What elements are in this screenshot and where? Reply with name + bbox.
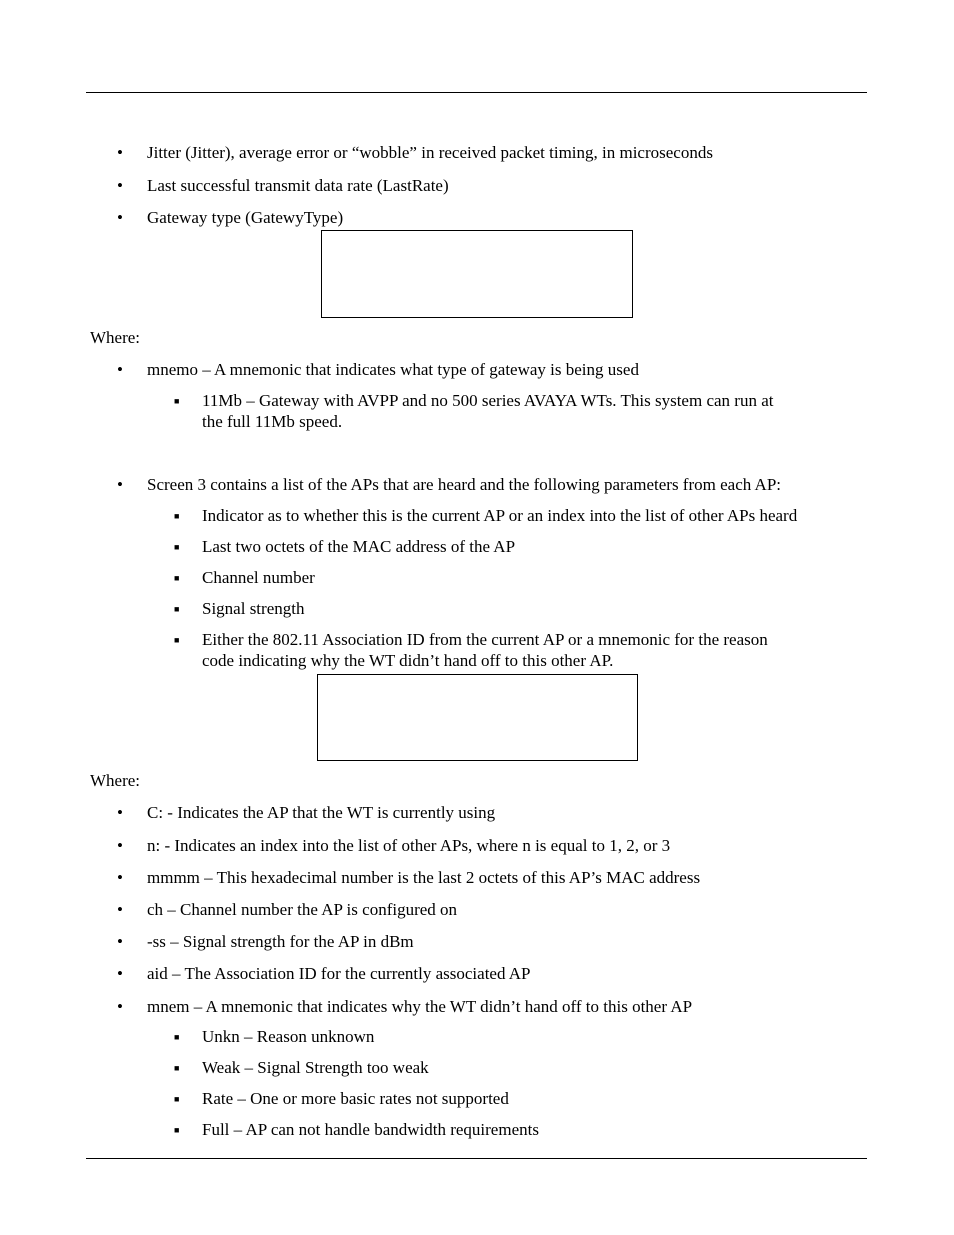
list-item-mnem: mnem – A mnemonic that indicates why the WT didn’t hand off to this other AP	[147, 997, 693, 1016]
bullet-glyph: •	[117, 836, 123, 855]
square-bullet-glyph: ■	[174, 542, 180, 552]
sub-item-11mb: 11Mb – Gateway with AVPP and no 500 series AVAYA WTs. This system can run at	[202, 391, 774, 410]
square-bullet-glyph: ■	[174, 604, 180, 614]
bullet-glyph: •	[117, 868, 123, 887]
bullet-glyph: •	[117, 803, 123, 822]
list-item-mmmm: mmmm – This hexadecimal number is the last 2 octets of this AP’s MAC address	[147, 868, 701, 887]
list-item-gatewaytype: Gateway type (GatewyType)	[147, 208, 344, 227]
square-bullet-glyph: ■	[174, 635, 180, 645]
bullet-glyph: •	[117, 360, 123, 379]
sub-item-unkn: Unkn – Reason unknown	[202, 1027, 375, 1046]
bullet-glyph: •	[117, 208, 123, 227]
sub-item-indicator: Indicator as to whether this is the current AP or an index into the list of other APs heard	[202, 506, 798, 525]
square-bullet-glyph: ■	[174, 573, 180, 583]
list-item-aid: aid – The Association ID for the currently associated AP	[147, 964, 531, 983]
list-item-mnemo: mnemo – A mnemonic that indicates what type of gateway is being used	[147, 360, 639, 379]
bullet-glyph: •	[117, 176, 123, 195]
square-bullet-glyph: ■	[174, 1125, 180, 1135]
sub-item-association-cont: code indicating why the WT didn’t hand off to this other AP.	[202, 651, 614, 670]
sub-item-channel: Channel number	[202, 568, 315, 587]
square-bullet-glyph: ■	[174, 1094, 180, 1104]
square-bullet-glyph: ■	[174, 511, 180, 521]
list-item-ch: ch – Channel number the AP is configured on	[147, 900, 458, 919]
bullet-glyph: •	[117, 997, 123, 1016]
where-label: Where:	[90, 771, 141, 790]
bullet-glyph: •	[117, 932, 123, 951]
list-item-screen3: Screen 3 contains a list of the APs that are heard and the following parameters from each AP:	[147, 475, 782, 494]
list-item-n: n: - Indicates an index into the list of other APs, where n is equal to 1, 2, or 3	[147, 836, 671, 855]
sub-item-mac: Last two octets of the MAC address of the AP	[202, 537, 516, 556]
square-bullet-glyph: ■	[174, 1063, 180, 1073]
list-item-c: C: - Indicates the AP that the WT is currently using	[147, 803, 496, 822]
display-screen-box	[317, 674, 638, 761]
sub-item-11mb-cont: the full 11Mb speed.	[202, 412, 343, 431]
display-screen-box	[321, 230, 633, 318]
square-bullet-glyph: ■	[174, 1032, 180, 1042]
bullet-glyph: •	[117, 900, 123, 919]
sub-item-rate: Rate – One or more basic rates not supported	[202, 1089, 509, 1108]
sub-item-weak: Weak – Signal Strength too weak	[202, 1058, 429, 1077]
sub-item-full: Full – AP can not handle bandwidth requirements	[202, 1120, 539, 1139]
bullet-glyph: •	[117, 964, 123, 983]
list-item-lastrate: Last successful transmit data rate (LastRate)	[147, 176, 449, 195]
sub-item-signal: Signal strength	[202, 599, 305, 618]
list-item-ss: -ss – Signal strength for the AP in dBm	[147, 932, 414, 951]
footer-rule	[86, 1158, 867, 1159]
bullet-glyph: •	[117, 143, 123, 162]
sub-item-association: Either the 802.11 Association ID from the current AP or a mnemonic for the reason	[202, 630, 768, 649]
bullet-glyph: •	[117, 475, 123, 494]
where-label: Where:	[90, 328, 141, 347]
header-rule	[86, 92, 867, 93]
square-bullet-glyph: ■	[174, 396, 180, 406]
list-item-jitter: Jitter (Jitter), average error or “wobble” in received packet timing, in microseconds	[147, 143, 713, 162]
